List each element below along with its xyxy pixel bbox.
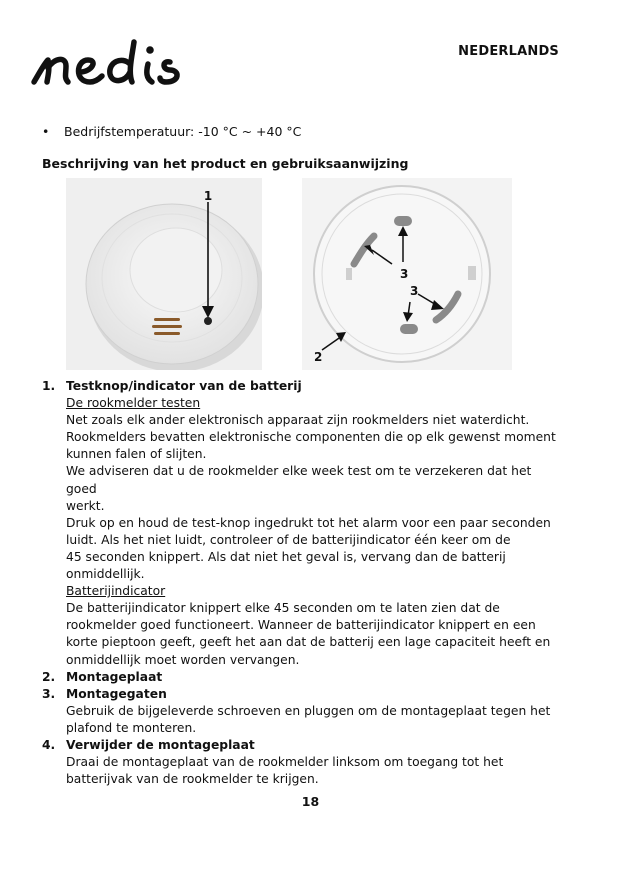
figure-label-3b: 3 — [410, 284, 419, 298]
item-number: 2. — [42, 669, 56, 684]
paragraph-line: onmiddellijk. — [66, 567, 145, 582]
paragraph-line: batterijvak van de rookmelder te krijgen. — [66, 772, 319, 787]
item-title: Verwijder de montageplaat — [66, 737, 255, 752]
mounting-plate-photo — [302, 178, 512, 370]
paragraph-line: luidt. Als het niet luidt, controleer of de batterijindicator één keer om de — [66, 532, 511, 547]
item-title: Montageplaat — [66, 669, 163, 684]
paragraph-line: kunnen falen of slijten. — [66, 447, 207, 462]
subheading-test: De rookmelder testen — [66, 396, 201, 411]
description-list — [42, 378, 562, 788]
list-item-3 — [42, 686, 562, 737]
bullet-symbol: • — [42, 124, 50, 139]
smoke-detector-photo — [66, 178, 262, 370]
figure-label-2: 2 — [314, 350, 323, 364]
item-number: 4. — [42, 737, 56, 752]
paragraph-line: Gebruik de bijgeleverde schroeven en pluggen om de montageplaat tegen het — [66, 703, 551, 718]
page-number: 18 — [301, 794, 320, 809]
list-item-1 — [42, 378, 562, 669]
paragraph-line: Rookmelders bevatten elektronische componenten die op elk gewenst moment — [66, 430, 556, 445]
item-title: Testknop/indicator van de batterij — [66, 379, 302, 393]
figure-label-1: 1 — [203, 189, 213, 203]
paragraph-line: werkt. — [66, 498, 105, 513]
paragraph-line: De batterijindicator knippert elke 45 seconden om te laten zien dat de — [66, 601, 500, 616]
item-number: 1. — [42, 379, 56, 393]
nedis-logo — [30, 38, 216, 94]
paragraph-line: rookmelder goed functioneert. Wanneer de batterijindicator knippert en een — [66, 618, 536, 633]
language-label: NEDERLANDS — [458, 44, 559, 59]
paragraph-line: korte pieptoon geeft, geeft het aan dat de batterij een lage capaciteit heeft en — [66, 635, 551, 650]
subheading-battery-indicator: Batterijindicator — [66, 584, 166, 599]
item-title: Montagegaten — [66, 686, 167, 701]
paragraph-line: 45 seconden knippert. Als dat niet het geval is, vervang dan de batterij — [66, 549, 506, 564]
paragraph-line: Druk op en houd de test-knop ingedrukt tot het alarm voor een paar seconden — [66, 515, 551, 530]
paragraph-line: Net zoals elk ander elektronisch apparaat zijn rookmelders niet waterdicht. — [66, 413, 530, 428]
list-item-4 — [42, 737, 562, 788]
paragraph-line: Draai de montageplaat van de rookmelder linksom om toegang tot het — [66, 755, 504, 770]
spec-bullet-row — [42, 124, 301, 139]
list-item-2 — [42, 669, 562, 686]
paragraph-line: We adviseren dat u de rookmelder elke week test om te verzekeren dat het goed — [66, 464, 532, 496]
paragraph-line: onmiddellijk moet worden vervangen. — [66, 652, 300, 667]
figure-label-3a: 3 — [400, 267, 409, 281]
paragraph-line: plafond te monteren. — [66, 720, 197, 735]
section-title: Beschrijving van het product en gebruiksaanwijzing — [42, 156, 409, 171]
operating-temperature-text: Bedrijfstemperatuur: -10 °C ~ +40 °C — [64, 124, 302, 139]
item-number: 3. — [42, 686, 56, 701]
